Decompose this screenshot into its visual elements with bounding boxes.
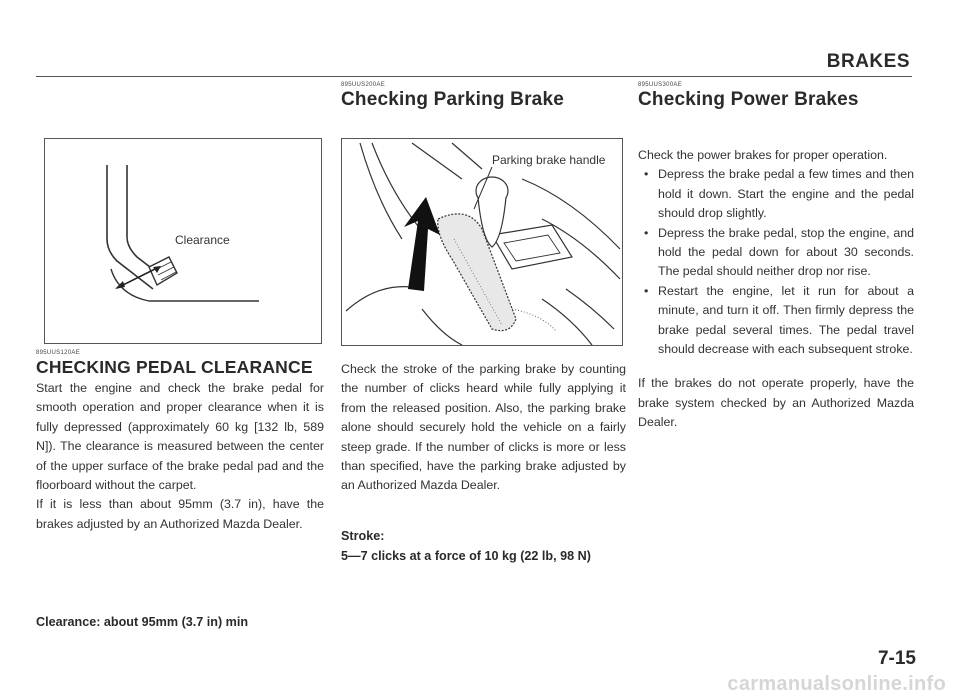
pedal-clearance-figure: [44, 138, 322, 344]
power-step-1: • Depress the brake pedal a few times and then hold it down. Start the engine and the pedal should drop slightly.: [638, 165, 914, 223]
header-rule: [36, 76, 912, 77]
power-check-steps: [638, 165, 914, 359]
section-title: BRAKES: [826, 51, 910, 72]
pedal-paragraph-1: Start the engine and check the brake pedal for smooth operation and proper clearance when it is fully depressed (approximately 60 kg [132 lb, 589 N]). The clearance is measured between the center of the upper surface of the brake pedal pad and the floorboard without the carpet.: [36, 381, 324, 493]
pedal-clearance-spec: Clearance: about 95mm (3.7 in) min: [36, 615, 249, 629]
power-intro: Check the power brakes for proper operation.: [638, 148, 888, 162]
figure-label-parking-brake-handle: Parking brake handle: [492, 153, 606, 167]
parking-brake-text: Check the stroke of the parking brake by counting the number of clicks heard while fully applying it from the released position. Also, the parking brake alone should securely hold the vehicle on a fairly steep grade. If the number of clicks is more or less than specified, have the parking brake adjusted by an Authorized Mazda Dealer.: [341, 362, 626, 493]
page-number: 7-15: [877, 648, 916, 669]
parking-stroke-label: Stroke:: [341, 529, 385, 543]
heading-pedal-clearance: CHECKING PEDAL CLEARANCE: [36, 357, 313, 377]
ref-code-parking: 895UUS200AE: [341, 82, 385, 88]
power-closing: If the brakes do not operate properly, have the brake system checked by an Authorized Mazda Dealer.: [638, 376, 914, 430]
pedal-clearance-text: [36, 379, 324, 534]
power-step-3: • Restart the engine, let it run for about a minute, and turn it off. Then firmly depress the brake pedal several times. The pedal travel should decrease with each subsequent stroke.: [638, 282, 914, 360]
parking-brake-figure: [341, 138, 623, 346]
parking-stroke-value: 5—7 clicks at a force of 10 kg (22 lb, 98 N): [341, 549, 591, 563]
heading-parking-brake: Checking Parking Brake: [341, 89, 564, 110]
parking-brake-illustration: [342, 139, 622, 345]
ref-code-pedal: 895UUS120AE: [36, 350, 80, 356]
power-step-2: • Depress the brake pedal, stop the engine, and hold the pedal down for about 30 seconds. The pedal should neither drop nor rise.: [638, 224, 914, 282]
watermark: carmanualsonline.info: [727, 673, 946, 695]
power-brakes-text: [638, 146, 914, 433]
figure-label-clearance: Clearance: [175, 233, 230, 247]
pedal-paragraph-2: If it is less than about 95mm (3.7 in), have the brakes adjusted by an Authorized Mazda Dealer.: [36, 497, 324, 531]
heading-power-brakes: Checking Power Brakes: [638, 89, 859, 110]
ref-code-power: 895UUS300AE: [638, 82, 682, 88]
